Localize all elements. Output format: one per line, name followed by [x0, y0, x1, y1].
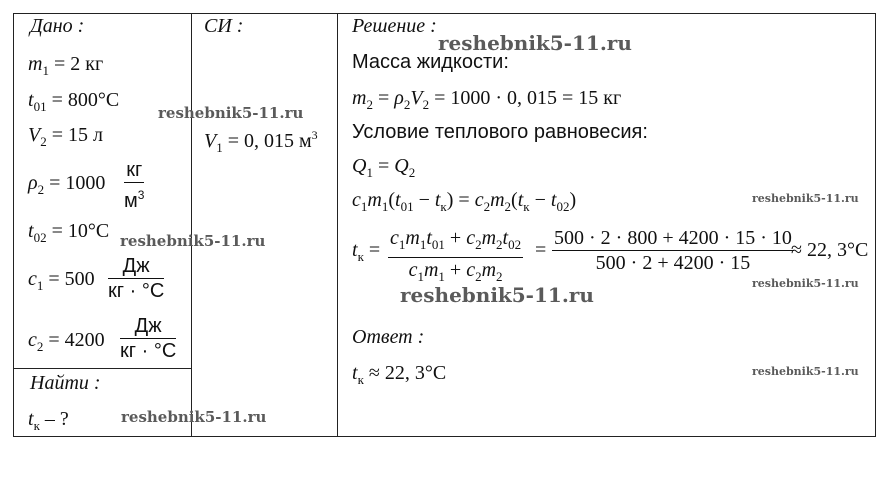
given-rho2: $\rho_2 = 1000$	[28, 172, 106, 197]
tk-numeric-fraction: $\frac{500 \cdot 2 \cdot 800 + 4200 \cdot 15 \cdot 10}{500 \cdot 2 + 4200 \cdot 15}$	[554, 227, 792, 274]
mass-equation: $m_2 = \rho_2V_2 = 1000 \cdot 0$, 015 = 15 кг	[352, 87, 622, 112]
c1-unit: Дж кг · °С	[108, 255, 165, 302]
heat-equation: $c_1m_1(t_{01} - t_к) = c_2m_2(t_к - t_{02})$	[352, 189, 577, 214]
watermark-logo: reshebnik5-11.ru	[438, 31, 632, 55]
si-header: СИ :	[204, 15, 244, 37]
given-c1: $c_1 = 500$	[28, 268, 95, 293]
mass-label: Масса жидкости:	[352, 51, 509, 73]
tk-symbolic-fraction: $\frac{c_1m_1t_{01} + c_2m_2t_{02}}{c_1m_1 + c_2m_2}$	[390, 227, 522, 284]
column-divider-given	[191, 13, 192, 436]
find-tk: $t_к$ – ?	[28, 408, 69, 433]
watermark-logo: reshebnik5-11.ru	[121, 408, 267, 426]
answer-value: $t_к \approx 22$, 3°С	[352, 362, 447, 387]
column-divider-si	[337, 13, 338, 436]
balance-label: Условие теплового равновесия:	[352, 121, 648, 143]
given-t02: $t_{02} = 10^\circ С$	[28, 220, 110, 245]
watermark-logo: reshebnik5-11.ru	[752, 277, 859, 290]
tk-symbol: $t_к$ =	[352, 239, 381, 264]
watermark-logo: reshebnik5-11.ru	[752, 365, 859, 378]
rho2-unit: кг $м^3$	[124, 159, 145, 212]
answer-header: Ответ :	[352, 326, 425, 348]
watermark-logo: reshebnik5-11.ru	[752, 192, 859, 205]
given-m1: $m_1 = 2$ кг	[28, 53, 104, 78]
given-header: Дано :	[30, 15, 85, 37]
tk-equals: =	[535, 239, 547, 261]
tk-result: ≈ 22, 3°С	[791, 239, 869, 261]
watermark-logo: reshebnik5-11.ru	[120, 232, 266, 250]
solution-header: Решение :	[352, 15, 437, 37]
given-V2: $V_2 = 15$ л	[28, 124, 103, 149]
given-c2: $c_2 = 4200$	[28, 329, 105, 354]
watermark-logo: reshebnik5-11.ru	[158, 104, 304, 122]
given-t01: $t_{01} = 800^\circ С$	[28, 89, 120, 114]
watermark-logo: reshebnik5-11.ru	[400, 283, 594, 307]
row-divider-find	[13, 368, 192, 369]
si-V1: $V_1 = 0$, 015 $м^3$	[204, 128, 318, 155]
balance-equation: $Q_1 = Q_2$	[352, 155, 416, 180]
find-header: Найти :	[30, 372, 101, 394]
c2-unit: Дж кг · °С	[120, 315, 177, 362]
